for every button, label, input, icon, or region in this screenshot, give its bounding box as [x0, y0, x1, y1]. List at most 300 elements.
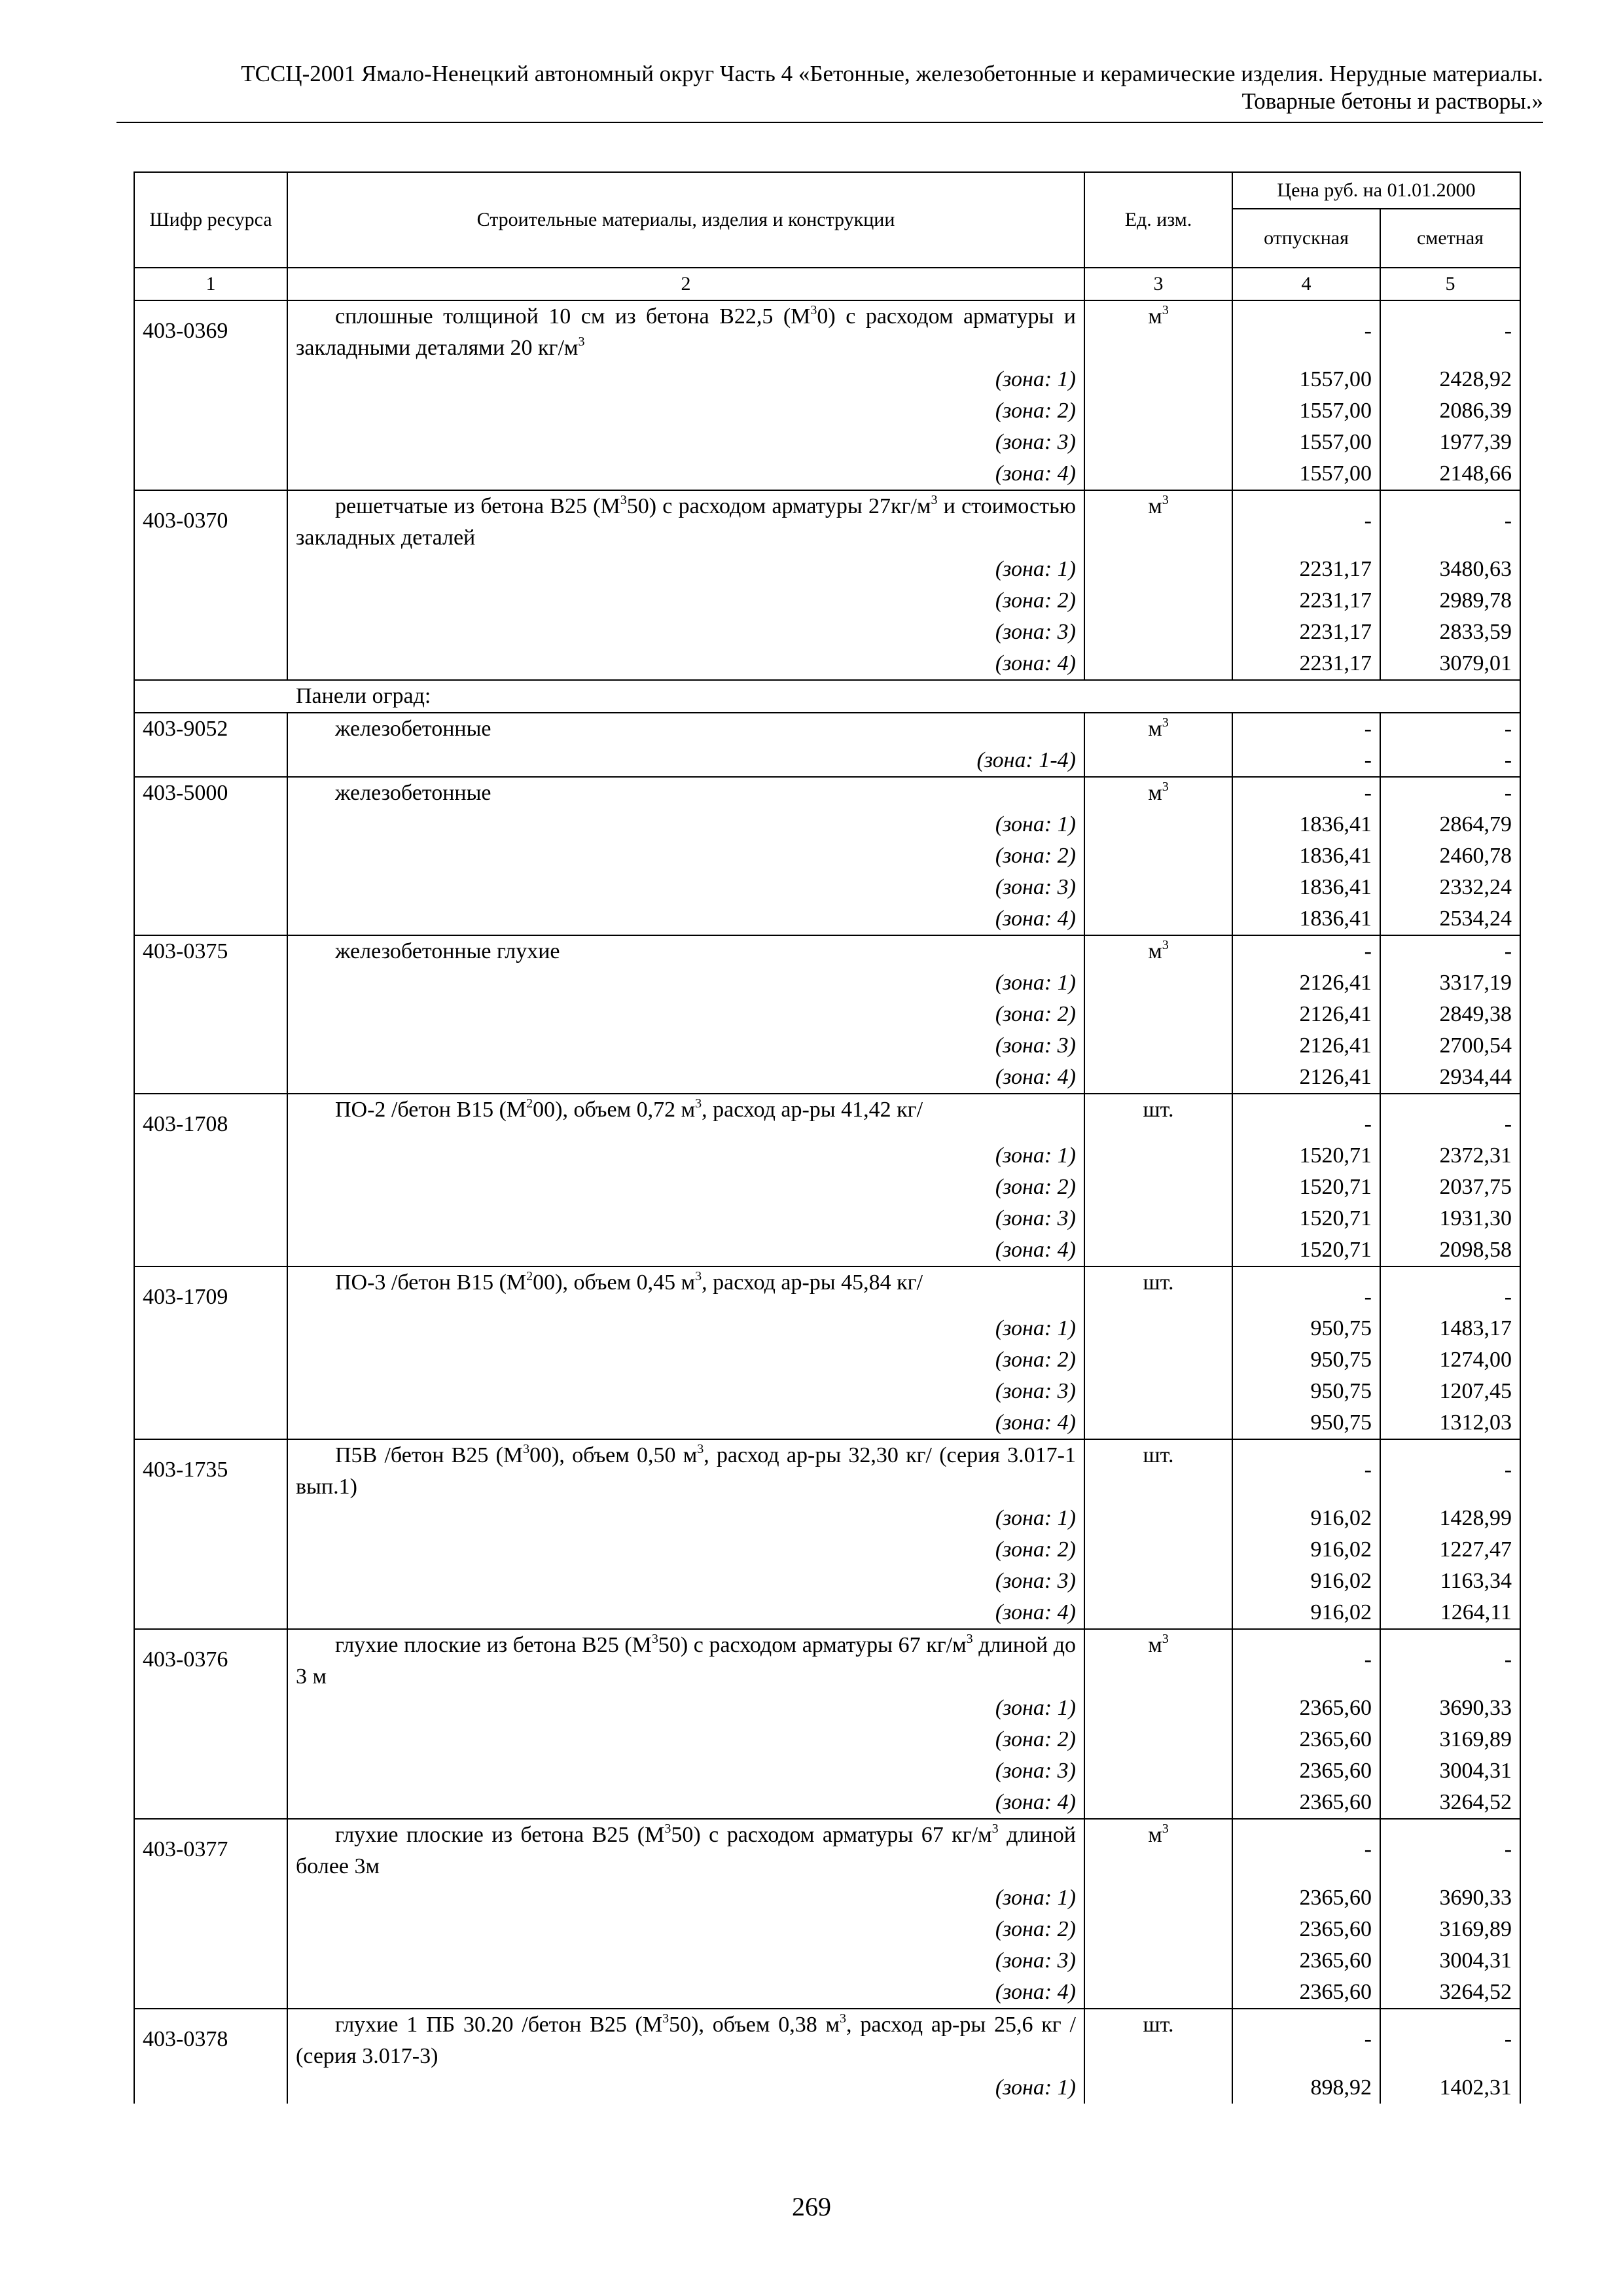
th-price-estimate: сметная: [1380, 209, 1520, 268]
zone-unit-blank: [1084, 809, 1232, 840]
zone-row: [134, 1945, 1520, 1977]
th-unit: Ед. изм.: [1084, 172, 1232, 268]
zone-row: [134, 458, 1520, 490]
zone-unit-blank: [1084, 1344, 1232, 1376]
zone-code-blank: [134, 1914, 287, 1945]
zone-price-estimate: 3004,31: [1380, 1755, 1520, 1787]
zone-price-estimate: 1977,39: [1380, 427, 1520, 458]
column-number-row: [134, 268, 1520, 300]
zone-label: (зона: 4): [287, 458, 1084, 490]
th-name: Строительные материалы, изделия и конструкции: [287, 172, 1084, 268]
zone-code-blank: [134, 458, 287, 490]
zone-price-release: 1836,41: [1232, 809, 1380, 840]
resource-code: 403-1709: [134, 1266, 287, 1313]
zone-code-blank: [134, 1882, 287, 1914]
item-description: железобетонные: [287, 777, 1084, 809]
resource-code: 403-1708: [134, 1094, 287, 1140]
resource-code: 403-5000: [134, 777, 287, 809]
zone-price-release: 2126,41: [1232, 1062, 1380, 1094]
price-estimate: -: [1380, 1266, 1520, 1313]
zone-unit-blank: [1084, 903, 1232, 935]
zone-price-estimate: 1312,03: [1380, 1407, 1520, 1439]
zone-unit-blank: [1084, 585, 1232, 617]
th-code: Шифр ресурса: [134, 172, 287, 268]
zone-label: (зона: 3): [287, 1566, 1084, 1597]
zone-price-release: 1557,00: [1232, 458, 1380, 490]
zone-row: [134, 1313, 1520, 1344]
item-description: глухие 1 ПБ 30.20 /бетон В25 $(М^350)$, объем 0,38 $м^3$, расход ар-ры 25,6 кг / (серия 3.017-3): [287, 2009, 1084, 2072]
zone-price-estimate: 3690,33: [1380, 1882, 1520, 1914]
zone-price-release: 1836,41: [1232, 903, 1380, 935]
zone-price-release: 950,75: [1232, 1376, 1380, 1407]
zone-price-release: 2365,60: [1232, 1787, 1380, 1819]
zone-code-blank: [134, 1755, 287, 1787]
zone-price-release: 2365,60: [1232, 1755, 1380, 1787]
zone-code-blank: [134, 967, 287, 999]
zone-label: (зона: 1): [287, 554, 1084, 585]
zone-label: (зона: 1): [287, 1882, 1084, 1914]
zone-unit-blank: [1084, 1945, 1232, 1977]
zone-price-release: 2126,41: [1232, 999, 1380, 1030]
unit-of-measure: $м^3$: [1084, 300, 1232, 364]
zone-price-estimate: 2098,58: [1380, 1234, 1520, 1266]
zone-price-estimate: 1163,34: [1380, 1566, 1520, 1597]
zone-code-blank: [134, 648, 287, 680]
price-estimate: -: [1380, 1819, 1520, 1882]
zone-price-release: 1557,00: [1232, 427, 1380, 458]
zone-price-release: 1520,71: [1232, 1203, 1380, 1234]
zone-price-release: 1557,00: [1232, 395, 1380, 427]
zone-unit-blank: [1084, 999, 1232, 1030]
zone-price-release: 950,75: [1232, 1344, 1380, 1376]
zone-code-blank: [134, 1693, 287, 1724]
price-estimate: -: [1380, 2009, 1520, 2072]
zone-price-release: 950,75: [1232, 1313, 1380, 1344]
zone-label: (зона: 2): [287, 999, 1084, 1030]
zone-unit-blank: [1084, 967, 1232, 999]
zone-price-release: 2231,17: [1232, 648, 1380, 680]
unit-of-measure: шт.: [1084, 2009, 1232, 2072]
zone-price-release: 2365,60: [1232, 1945, 1380, 1977]
zone-row: [134, 1914, 1520, 1945]
zone-row: [134, 1407, 1520, 1439]
price-release: -: [1232, 490, 1380, 554]
zone-row: [134, 745, 1520, 777]
price-release: -: [1232, 713, 1380, 745]
zone-unit-blank: [1084, 617, 1232, 648]
zone-unit-blank: [1084, 745, 1232, 777]
resource-code: 403-0378: [134, 2009, 287, 2072]
resource-code: 403-9052: [134, 713, 287, 745]
zone-price-estimate: 3169,89: [1380, 1914, 1520, 1945]
zone-row: [134, 1566, 1520, 1597]
zone-price-release: 2126,41: [1232, 1030, 1380, 1062]
zone-unit-blank: [1084, 1566, 1232, 1597]
price-table: [134, 171, 1521, 2104]
table-body: [134, 300, 1520, 2104]
zone-price-release: 1520,71: [1232, 1234, 1380, 1266]
item-description: железобетонные глухие: [287, 935, 1084, 967]
item-description: ПО-2 /бетон В15 $(М^200)$, объем 0,72 $м^3$, расход ар-ры 41,42 кг/: [287, 1094, 1084, 1140]
zone-price-release: 2231,17: [1232, 554, 1380, 585]
zone-code-blank: [134, 840, 287, 872]
zone-code-blank: [134, 1566, 287, 1597]
zone-label: (зона: 4): [287, 1062, 1084, 1094]
item-description: глухие плоские из бетона В25 $(М^350)$ с расходом арматуры 67 $кг/м^3$ длиной до 3 м: [287, 1629, 1084, 1693]
zone-price-estimate: 1402,31: [1380, 2072, 1520, 2104]
zone-row: [134, 1203, 1520, 1234]
zone-price-release: 916,02: [1232, 1503, 1380, 1534]
zone-row: [134, 585, 1520, 617]
zone-code-blank: [134, 2072, 287, 2104]
table-row: [134, 713, 1520, 745]
zone-price-estimate: 2332,24: [1380, 872, 1520, 903]
zone-code-blank: [134, 1234, 287, 1266]
zone-row: [134, 554, 1520, 585]
price-estimate: -: [1380, 935, 1520, 967]
zone-price-estimate: -: [1380, 745, 1520, 777]
zone-unit-blank: [1084, 1882, 1232, 1914]
th-price-group: Цена руб. на 01.01.2000: [1232, 172, 1520, 209]
zone-label: (зона: 3): [287, 1755, 1084, 1787]
zone-label: (зона: 1): [287, 1140, 1084, 1172]
zone-row: [134, 840, 1520, 872]
price-estimate: -: [1380, 1629, 1520, 1693]
zone-price-release: 2231,17: [1232, 585, 1380, 617]
unit-of-measure: $м^3$: [1084, 713, 1232, 745]
zone-unit-blank: [1084, 1140, 1232, 1172]
price-release: -: [1232, 1094, 1380, 1140]
price-estimate: -: [1380, 777, 1520, 809]
zone-label: (зона: 1): [287, 1313, 1084, 1344]
zone-label: (зона: 1): [287, 364, 1084, 395]
zone-unit-blank: [1084, 1724, 1232, 1755]
zone-price-release: 1836,41: [1232, 840, 1380, 872]
zone-label: (зона: 2): [287, 1172, 1084, 1203]
zone-price-estimate: 1931,30: [1380, 1203, 1520, 1234]
zone-code-blank: [134, 1503, 287, 1534]
zone-unit-blank: [1084, 1787, 1232, 1819]
zone-price-estimate: 2428,92: [1380, 364, 1520, 395]
zone-price-release: 2231,17: [1232, 617, 1380, 648]
zone-unit-blank: [1084, 1534, 1232, 1566]
price-estimate: -: [1380, 1094, 1520, 1140]
price-estimate: -: [1380, 713, 1520, 745]
table-row: [134, 1629, 1520, 1693]
zone-label: (зона: 4): [287, 1787, 1084, 1819]
col-num-4: 4: [1232, 268, 1380, 300]
resource-code: 403-0369: [134, 300, 287, 364]
zone-label: (зона: 2): [287, 1914, 1084, 1945]
zone-price-release: 916,02: [1232, 1534, 1380, 1566]
header-rule: [116, 122, 1543, 123]
zone-code-blank: [134, 903, 287, 935]
price-release: -: [1232, 1266, 1380, 1313]
item-description: глухие плоские из бетона В25 $(М^350)$ с расходом арматуры 67 $кг/м^3$ длиной более 3м: [287, 1819, 1084, 1882]
zone-code-blank: [134, 872, 287, 903]
zone-unit-blank: [1084, 1407, 1232, 1439]
zone-price-estimate: 2833,59: [1380, 617, 1520, 648]
table-row: [134, 490, 1520, 554]
table-row: [134, 935, 1520, 967]
zone-label: (зона: 3): [287, 427, 1084, 458]
zone-unit-blank: [1084, 364, 1232, 395]
resource-code: 403-0375: [134, 935, 287, 967]
zone-unit-blank: [1084, 840, 1232, 872]
zone-unit-blank: [1084, 1693, 1232, 1724]
zone-price-estimate: 1483,17: [1380, 1313, 1520, 1344]
item-description: ПО-3 /бетон В15 $(М^200)$, объем 0,45 $м^3$, расход ар-ры 45,84 кг/: [287, 1266, 1084, 1313]
zone-price-estimate: 2934,44: [1380, 1062, 1520, 1094]
zone-label: (зона: 3): [287, 872, 1084, 903]
zone-price-estimate: 3079,01: [1380, 648, 1520, 680]
zone-code-blank: [134, 1030, 287, 1062]
zone-code-blank: [134, 585, 287, 617]
unit-of-measure: шт.: [1084, 1439, 1232, 1503]
th-price-release: отпускная: [1232, 209, 1380, 268]
zone-row: [134, 1234, 1520, 1266]
zone-price-estimate: 3690,33: [1380, 1693, 1520, 1724]
zone-label: (зона: 2): [287, 395, 1084, 427]
zone-unit-blank: [1084, 872, 1232, 903]
running-header: [116, 60, 1543, 115]
zone-label: (зона: 4): [287, 1597, 1084, 1629]
zone-row: [134, 1977, 1520, 2009]
zone-row: [134, 1534, 1520, 1566]
zone-row: [134, 648, 1520, 680]
resource-code: 403-0370: [134, 490, 287, 554]
zone-price-estimate: 2700,54: [1380, 1030, 1520, 1062]
zone-row: [134, 999, 1520, 1030]
table-row: [134, 1266, 1520, 1313]
unit-of-measure: шт.: [1084, 1266, 1232, 1313]
zone-code-blank: [134, 395, 287, 427]
zone-price-release: 1557,00: [1232, 364, 1380, 395]
zone-row: [134, 1882, 1520, 1914]
zone-row: [134, 1693, 1520, 1724]
zone-unit-blank: [1084, 648, 1232, 680]
section-row: [134, 680, 1520, 713]
item-description: сплошные толщиной 10 см из бетона В22,5 $(М^30)$ с расходом арматуры и закладными деталями 20 $кг/м^3$: [287, 300, 1084, 364]
price-release: -: [1232, 1439, 1380, 1503]
zone-price-release: 916,02: [1232, 1566, 1380, 1597]
zone-price-release: 2126,41: [1232, 967, 1380, 999]
resource-code: 403-0377: [134, 1819, 287, 1882]
zone-label: (зона: 4): [287, 903, 1084, 935]
zone-label: (зона: 1): [287, 967, 1084, 999]
page-number: 269: [792, 2192, 831, 2221]
table-row: [134, 1094, 1520, 1140]
zone-price-estimate: 3004,31: [1380, 1945, 1520, 1977]
zone-row: [134, 1597, 1520, 1629]
zone-code-blank: [134, 364, 287, 395]
zone-code-blank: [134, 554, 287, 585]
zone-label: (зона: 3): [287, 1030, 1084, 1062]
zone-price-estimate: 1227,47: [1380, 1534, 1520, 1566]
zone-unit-blank: [1084, 395, 1232, 427]
zone-code-blank: [134, 1203, 287, 1234]
zone-code-blank: [134, 1597, 287, 1629]
price-release: -: [1232, 1629, 1380, 1693]
zone-label: (зона: 2): [287, 1534, 1084, 1566]
zone-unit-blank: [1084, 458, 1232, 490]
zone-label: (зона: 4): [287, 1407, 1084, 1439]
zone-label: (зона: 2): [287, 840, 1084, 872]
zone-label: (зона: 1-4): [287, 745, 1084, 777]
price-estimate: -: [1380, 1439, 1520, 1503]
zone-row: [134, 1376, 1520, 1407]
zone-price-estimate: 2989,78: [1380, 585, 1520, 617]
zone-unit-blank: [1084, 1376, 1232, 1407]
unit-of-measure: $м^3$: [1084, 935, 1232, 967]
zone-price-estimate: 3264,52: [1380, 1977, 1520, 2009]
zone-label: (зона: 4): [287, 1977, 1084, 2009]
zone-price-estimate: 3264,52: [1380, 1787, 1520, 1819]
zone-unit-blank: [1084, 1313, 1232, 1344]
price-release: -: [1232, 2009, 1380, 2072]
zone-code-blank: [134, 1172, 287, 1203]
zone-row: [134, 809, 1520, 840]
zone-row: [134, 1062, 1520, 1094]
zone-unit-blank: [1084, 1030, 1232, 1062]
zone-unit-blank: [1084, 1977, 1232, 2009]
zone-code-blank: [134, 1787, 287, 1819]
table-row: [134, 300, 1520, 364]
zone-row: [134, 1755, 1520, 1787]
zone-label: (зона: 2): [287, 1724, 1084, 1755]
zone-row: [134, 395, 1520, 427]
zone-price-release: 898,92: [1232, 2072, 1380, 2104]
zone-label: (зона: 1): [287, 1693, 1084, 1724]
zone-row: [134, 1724, 1520, 1755]
zone-row: [134, 1172, 1520, 1203]
zone-label: (зона: 3): [287, 1203, 1084, 1234]
zone-code-blank: [134, 1313, 287, 1344]
zone-code-blank: [134, 999, 287, 1030]
resource-code: 403-1735: [134, 1439, 287, 1503]
zone-price-estimate: 1274,00: [1380, 1344, 1520, 1376]
zone-unit-blank: [1084, 1062, 1232, 1094]
item-description: решетчатые из бетона В25 $(М^350)$ с расходом арматуры $27кг/м^3$ и стоимостью закладных деталей: [287, 490, 1084, 554]
resource-code: 403-0376: [134, 1629, 287, 1693]
zone-price-estimate: 1264,11: [1380, 1597, 1520, 1629]
zone-code-blank: [134, 1945, 287, 1977]
zone-unit-blank: [1084, 1597, 1232, 1629]
zone-row: [134, 364, 1520, 395]
item-description: П5В /бетон В25 $(М^300)$, объем 0,50 $м^3$, расход ар-ры 32,30 кг/ (серия 3.017-1 вып.1): [287, 1439, 1084, 1503]
zone-price-estimate: 2086,39: [1380, 395, 1520, 427]
table-row: [134, 777, 1520, 809]
price-estimate: -: [1380, 300, 1520, 364]
zone-label: (зона: 3): [287, 1945, 1084, 1977]
zone-unit-blank: [1084, 2072, 1232, 2104]
table-row: [134, 1819, 1520, 1882]
zone-row: [134, 427, 1520, 458]
zone-label: (зона: 3): [287, 617, 1084, 648]
unit-of-measure: $м^3$: [1084, 1819, 1232, 1882]
zone-code-blank: [134, 1724, 287, 1755]
zone-unit-blank: [1084, 1234, 1232, 1266]
zone-label: (зона: 1): [287, 1503, 1084, 1534]
table-row: [134, 2009, 1520, 2072]
zone-price-estimate: 2037,75: [1380, 1172, 1520, 1203]
col-num-1: 1: [134, 268, 287, 300]
zone-price-estimate: 3169,89: [1380, 1724, 1520, 1755]
zone-price-release: 916,02: [1232, 1597, 1380, 1629]
zone-code-blank: [134, 1534, 287, 1566]
col-num-5: 5: [1380, 268, 1520, 300]
zone-row: [134, 872, 1520, 903]
zone-code-blank: [134, 1977, 287, 2009]
zone-price-release: 950,75: [1232, 1407, 1380, 1439]
zone-code-blank: [134, 1407, 287, 1439]
zone-price-release: 2365,60: [1232, 1882, 1380, 1914]
zone-code-blank: [134, 1376, 287, 1407]
zone-price-release: 2365,60: [1232, 1977, 1380, 2009]
zone-row: [134, 1787, 1520, 1819]
zone-row: [134, 1503, 1520, 1534]
zone-price-release: 2365,60: [1232, 1724, 1380, 1755]
zone-unit-blank: [1084, 1503, 1232, 1534]
unit-of-measure: $м^3$: [1084, 490, 1232, 554]
zone-price-estimate: 2460,78: [1380, 840, 1520, 872]
zone-price-release: 1836,41: [1232, 872, 1380, 903]
zone-label: (зона: 2): [287, 1344, 1084, 1376]
zone-label: (зона: 2): [287, 585, 1084, 617]
zone-label: (зона: 1): [287, 809, 1084, 840]
zone-row: [134, 617, 1520, 648]
zone-code-blank: [134, 1062, 287, 1094]
zone-row: [134, 903, 1520, 935]
unit-of-measure: $м^3$: [1084, 1629, 1232, 1693]
zone-price-estimate: 3480,63: [1380, 554, 1520, 585]
col-num-2: 2: [287, 268, 1084, 300]
zone-code-blank: [134, 745, 287, 777]
zone-row: [134, 1344, 1520, 1376]
running-header-line1: ТССЦ-2001 Ямало-Ненецкий автономный округ Часть 4 «Бетонные, железобетонные и керамические изделия. Нерудные материалы.: [241, 61, 1543, 86]
zone-price-release: 1520,71: [1232, 1140, 1380, 1172]
zone-row: [134, 1030, 1520, 1062]
zone-code-blank: [134, 617, 287, 648]
zone-code-blank: [134, 809, 287, 840]
zone-price-release: 2365,60: [1232, 1693, 1380, 1724]
zone-price-estimate: 2148,66: [1380, 458, 1520, 490]
zone-price-estimate: 1428,99: [1380, 1503, 1520, 1534]
zone-unit-blank: [1084, 1914, 1232, 1945]
price-release: -: [1232, 935, 1380, 967]
zone-unit-blank: [1084, 1755, 1232, 1787]
zone-unit-blank: [1084, 1172, 1232, 1203]
zone-price-release: -: [1232, 745, 1380, 777]
zone-price-estimate: 2534,24: [1380, 903, 1520, 935]
zone-price-estimate: 1207,45: [1380, 1376, 1520, 1407]
item-description: железобетонные: [287, 713, 1084, 745]
zone-code-blank: [134, 1344, 287, 1376]
zone-unit-blank: [1084, 427, 1232, 458]
zone-price-estimate: 2849,38: [1380, 999, 1520, 1030]
unit-of-measure: шт.: [1084, 1094, 1232, 1140]
zone-price-release: 1520,71: [1232, 1172, 1380, 1203]
zone-row: [134, 967, 1520, 999]
running-header-line2: Товарные бетоны и растворы.»: [1241, 88, 1543, 114]
zone-price-release: 2365,60: [1232, 1914, 1380, 1945]
zone-label: (зона: 4): [287, 1234, 1084, 1266]
zone-price-estimate: 2372,31: [1380, 1140, 1520, 1172]
zone-row: [134, 2072, 1520, 2104]
zone-label: (зона: 3): [287, 1376, 1084, 1407]
zone-price-estimate: 2864,79: [1380, 809, 1520, 840]
zone-unit-blank: [1084, 554, 1232, 585]
